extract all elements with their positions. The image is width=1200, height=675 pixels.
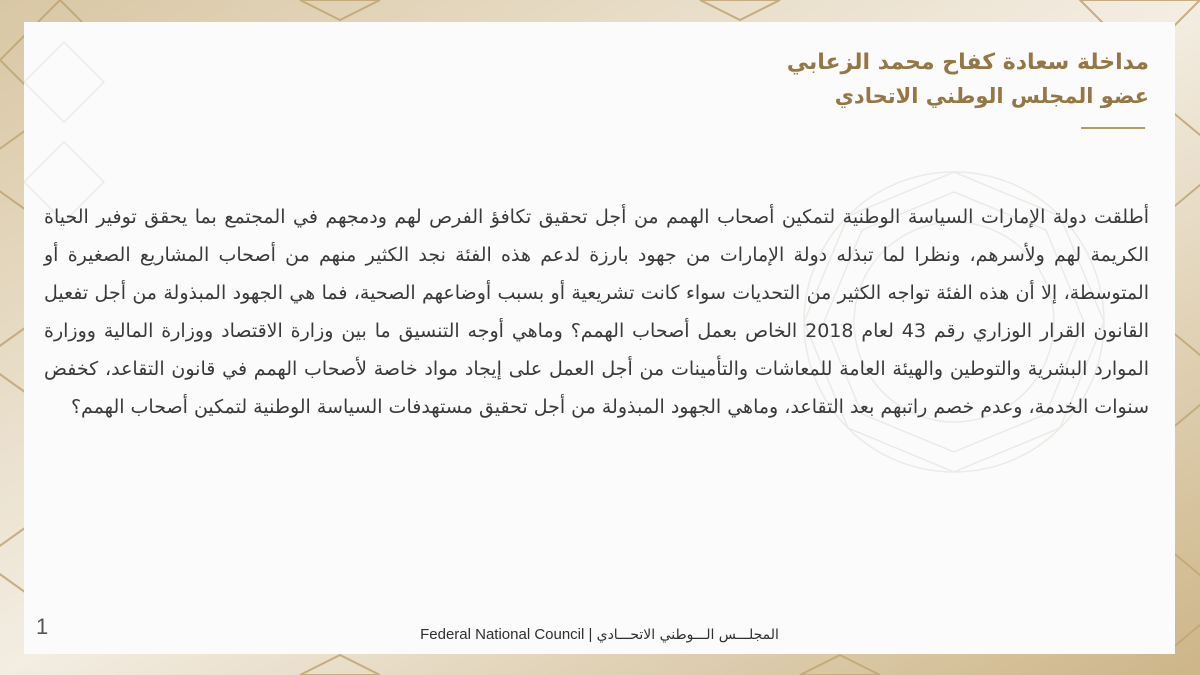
footer-council-name-en: Federal National Council bbox=[420, 626, 585, 643]
slide-panel bbox=[24, 22, 1175, 654]
question-body: أطلقت دولة الإمارات السياسة الوطنية لتمكين أصحاب الهمم من أجل تحقيق تكافؤ الفرص لهم ودمجهم في المجتمع بما يحقق توفير الحياة الكريمة لهم ولأسرهم، ونظرا لما تبذله دولة الإمارات من جهود بارزة لدعم هذه الفئة نجد الكثير منهم من أصحاب المشاريع الصغيرة أو المتوسطة، إلا أن هذه الفئة تواجه الكثير من التحديات سواء كانت تشريعية أو بسبب أوضاعهم الصحية، فما هي الجهود المبذولة من أجل تفعيل القانون القرار الوزاري رقم 43 لعام 2018 الخاص بعمل أصحاب الهمم؟ وماهي أوجه التنسيق ما بين وزارة الاقتصاد ووزارة المالية ووزارة الموارد البشرية والتوطين والهيئة العامة للمعاشات والتأمينات من أجل العمل على إيجاد مواد خاصة لأصحاب الهمم في قانون التقاعد، كخفض سنوات الخدمة، وعدم خصم راتبهم بعد التقاعد، وماهي الجهود المبذولة من أجل تحقيق مستهدفات السياسة الوطنية لتمكين أصحاب الهمم؟ bbox=[44, 206, 1149, 418]
title-divider bbox=[1081, 127, 1145, 129]
footer-council-label bbox=[24, 626, 1175, 643]
footer-council-name-ar: المجلـــس الـــوطني الاتحـــادي bbox=[596, 627, 779, 643]
speaker-role: عضو المجلس الوطني الاتحادي bbox=[834, 84, 1149, 108]
speaker-name: مداخلة سعادة كفاح محمد الزعابي bbox=[786, 50, 1149, 75]
page-number: 1 bbox=[36, 614, 49, 639]
footer-separator: | bbox=[588, 626, 593, 643]
